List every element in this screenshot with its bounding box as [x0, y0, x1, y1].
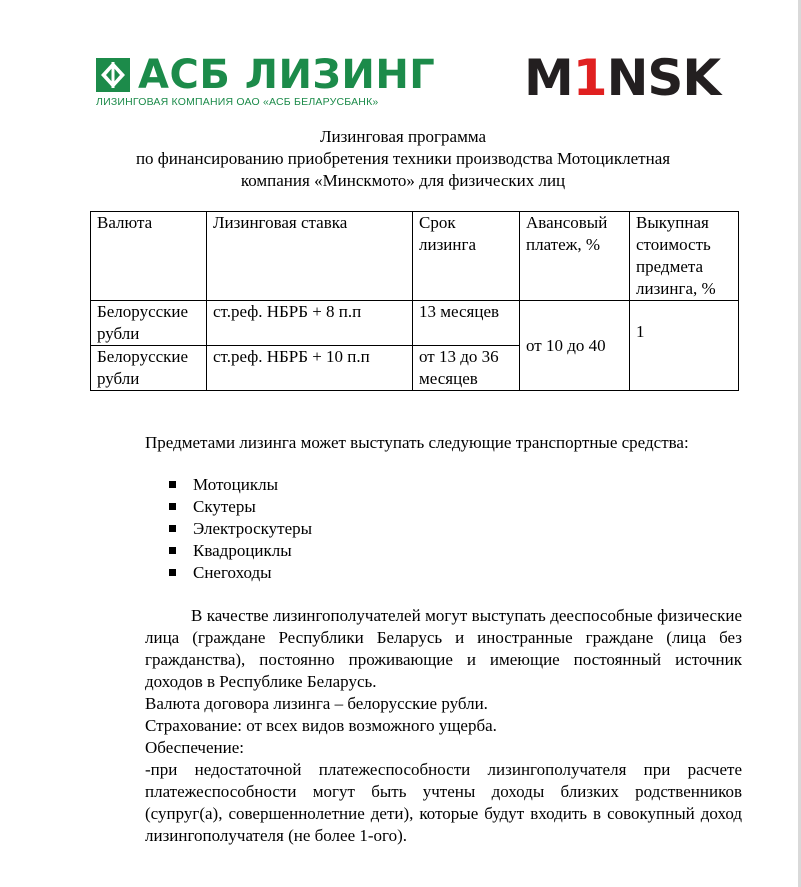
list-item-label: Квадроциклы — [193, 541, 292, 560]
list-item-label: Скутеры — [193, 497, 256, 516]
title-line-3: компания «Минскмото» для физических лиц — [240, 171, 566, 190]
asb-emblem-icon — [96, 58, 130, 92]
title-line-1: Лизинговая программа — [319, 127, 487, 146]
asb-logo-subtitle: ЛИЗИНГОВАЯ КОМПАНИЯ ОАО «АСБ БЕЛАРУСБАНК» — [96, 96, 379, 108]
security-heading: Обеспечение: — [145, 738, 244, 757]
bullet-icon — [169, 569, 176, 576]
list-item — [145, 518, 312, 540]
asb-leasing-logo — [96, 52, 436, 112]
bullet-icon — [169, 547, 176, 554]
insurance-line: Страхование: от всех видов возможного ущерба. — [145, 716, 497, 735]
cell-term: 13 месяцев — [413, 301, 520, 346]
header-buyout: Выкупная стоимость предмета лизинга, % — [630, 212, 739, 301]
cell-currency: Белорусские рубли — [91, 346, 207, 391]
list-item — [145, 474, 312, 496]
leasing-terms-table — [90, 211, 739, 391]
list-item-label: Электроскутеры — [193, 519, 313, 538]
header-rate: Лизинговая ставка — [207, 212, 413, 301]
cell-rate: ст.реф. НБРБ + 10 п.п — [207, 346, 413, 391]
header-currency: Валюта — [91, 212, 207, 301]
asb-logo-text: АСБ ЛИЗИНГ — [138, 52, 436, 98]
list-item-label: Снегоходы — [193, 563, 272, 582]
table-header-row — [91, 212, 739, 301]
minsk-logo-one: 1 — [572, 49, 607, 107]
list-item — [145, 562, 312, 584]
minsk-logo-nsk: NSK — [606, 49, 721, 107]
cell-buyout: 1 — [630, 301, 739, 391]
leasing-items-intro: Предметами лизинга может выступать следующие транспортные средства: — [145, 433, 689, 452]
title-line-2: по финансированию приобретения техники производства Мотоциклетная — [135, 149, 671, 168]
bullet-icon — [169, 525, 176, 532]
contract-currency-line: Валюта договора лизинга – белорусские рубли. — [145, 694, 488, 713]
leasing-items-list — [145, 474, 312, 584]
header-term: Срок лизинга — [413, 212, 520, 301]
list-item — [145, 540, 312, 562]
list-item-label: Мотоциклы — [193, 475, 279, 494]
cell-rate: ст.реф. НБРБ + 8 п.п — [207, 301, 413, 346]
cell-advance: от 10 до 40 — [520, 301, 630, 391]
minsk-logo-m: M — [524, 49, 573, 107]
bullet-icon — [169, 481, 176, 488]
list-item — [145, 496, 312, 518]
header-advance: Авансовый платеж, % — [520, 212, 630, 301]
cell-currency: Белорусские рубли — [91, 301, 207, 346]
security-detail-paragraph: -при недостаточной платежеспособности лизингополучателя при расчете платежеспособности могут быть учтены доходы близких родственников (супруг(а), совершеннолетние дети), которые будут входить в совокупный доход лизингополучателя (не более 1-ого). — [145, 760, 742, 845]
lessees-paragraph: В качестве лизингополучателей могут выступать дееспособные физические лица (граждане Республики Беларусь и иностранные граждане (лица без гражданства), постоянно проживающие и имеющие постоянный источник доходов в Республике Беларусь. — [145, 606, 742, 691]
bullet-icon — [169, 503, 176, 510]
minsk-logo — [524, 50, 720, 106]
table-row — [91, 301, 739, 346]
cell-term: от 13 до 36 месяцев — [413, 346, 520, 391]
